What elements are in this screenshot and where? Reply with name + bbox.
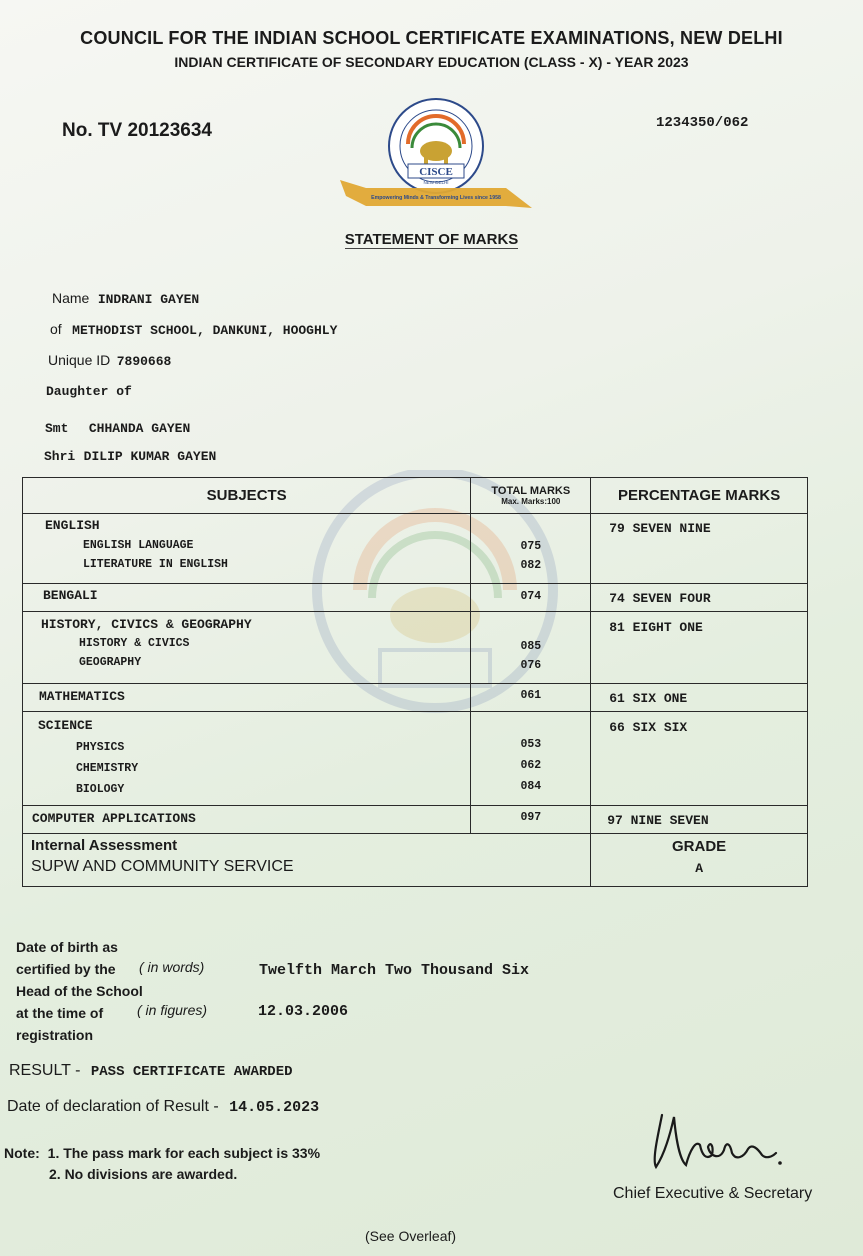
marks-biology: 084 (520, 780, 542, 793)
subject-english-language: ENGLISH LANGUAGE (83, 539, 194, 552)
marks-geography: 076 (520, 659, 542, 672)
mother-label: Smt (45, 421, 69, 436)
father-name: DILIP KUMAR GAYEN (83, 449, 217, 464)
marks-history-civics: 085 (520, 640, 542, 653)
percent-cell (591, 684, 808, 712)
grade-cell (591, 834, 808, 887)
marks-chemistry: 062 (520, 759, 542, 772)
signatory-title: Chief Executive & Secretary (613, 1185, 813, 1202)
table-row (23, 834, 808, 887)
cisce-logo (336, 96, 536, 220)
name-label: Name (52, 290, 90, 306)
percent-mathematics: 61 SIX ONE (609, 691, 688, 706)
percent-bengali: 74 SEVEN FOUR (609, 591, 711, 606)
percent-english: 79 SEVEN NINE (609, 521, 711, 536)
table-row (23, 514, 808, 584)
percent-cell (591, 584, 808, 612)
dob-figures: 12.03.2006 (258, 1003, 349, 1020)
percent-cell (591, 806, 808, 834)
marks-table (22, 477, 808, 887)
subject-cell (23, 514, 471, 584)
subject-cell (23, 712, 471, 806)
subject-biology: BIOLOGY (76, 783, 125, 796)
internal-assessment-label: Internal Assessment (31, 837, 178, 854)
marks-english-language: 075 (520, 540, 542, 553)
see-overleaf: (See Overleaf) (365, 1228, 457, 1244)
marks-computer-applications: 097 (520, 811, 542, 824)
subject-cell (23, 684, 471, 712)
header-percentage-text: PERCENTAGE MARKS (617, 486, 781, 504)
subject-mathematics: MATHEMATICS (39, 689, 125, 704)
table-row (23, 806, 808, 834)
percent-cell (591, 514, 808, 584)
dob-line1: Date of birth as (16, 939, 118, 955)
dob-line2: certified by the (16, 961, 116, 977)
percent-cell (591, 712, 808, 806)
header-subjects-text: SUBJECTS (206, 486, 287, 504)
declaration-date: 14.05.2023 (229, 1099, 320, 1116)
subject-bengali: BENGALI (43, 588, 98, 603)
certificate-number: No. TV 20123634 (62, 120, 212, 141)
note-1: 1. The pass mark for each subject is 33% (47, 1145, 321, 1161)
statement-title (0, 231, 863, 248)
subject-computer-applications: COMPUTER APPLICATIONS (32, 811, 196, 826)
school-label: of (50, 321, 62, 337)
marks-mathematics: 061 (520, 689, 542, 702)
marks-cell (471, 612, 591, 684)
percent-cell (591, 612, 808, 684)
marks-cell (471, 684, 591, 712)
subject-english: ENGLISH (45, 518, 100, 533)
subject-hcg: HISTORY, CIVICS & GEOGRAPHY (41, 617, 252, 632)
uid-row (48, 352, 171, 370)
student-name: INDRANI GAYEN (97, 292, 200, 307)
table-header-row (23, 478, 808, 514)
note-label: Note: (4, 1145, 40, 1161)
grade-value: A (695, 861, 704, 876)
serial-number: 1234350/062 (656, 115, 749, 131)
table-row (23, 612, 808, 684)
unique-id: 7890668 (116, 354, 172, 369)
council-title: COUNCIL FOR THE INDIAN SCHOOL CERTIFICATE EXAMINATIONS, NEW DELHI (80, 28, 783, 48)
supw-label: SUPW AND COMMUNITY SERVICE (31, 858, 294, 875)
subject-english-literature: LITERATURE IN ENGLISH (83, 558, 228, 571)
result-row (9, 1062, 293, 1080)
marks-physics: 053 (520, 738, 542, 751)
percent-hcg: 81 EIGHT ONE (609, 620, 703, 635)
uid-label: Unique ID (48, 352, 111, 368)
marks-cell (471, 514, 591, 584)
signature-image (640, 1105, 790, 1180)
subject-science: SCIENCE (38, 718, 93, 733)
note-2: 2. No divisions are awarded. (49, 1166, 238, 1182)
logo-text: CISCE (419, 166, 453, 178)
header-total-sub: Max. Marks:100 (501, 497, 561, 506)
subject-history-civics: HISTORY & CIVICS (79, 637, 190, 650)
notes-block (4, 1145, 320, 1161)
school-name: METHODIST SCHOOL, DANKUNI, HOOGHLY (72, 323, 338, 338)
percent-computer-applications: 97 NINE SEVEN (607, 813, 709, 828)
table-row (23, 712, 808, 806)
dob-figures-label: ( in figures) (137, 1002, 208, 1018)
school-row (50, 321, 337, 339)
grade-label: GRADE (672, 838, 727, 855)
marks-cell (471, 584, 591, 612)
marks-cell (471, 712, 591, 806)
marks-bengali: 074 (520, 590, 542, 603)
mother-name: CHHANDA GAYEN (88, 421, 191, 436)
table-row (23, 684, 808, 712)
dob-line3: Head of the School (16, 983, 143, 999)
marks-cell (471, 806, 591, 834)
marks-english-literature: 082 (520, 559, 542, 572)
logo-sub: NEW DELHI (423, 180, 449, 185)
logo-ribbon: Empowering Minds & Transforming Lives since 1958 (371, 195, 501, 201)
result-value: PASS CERTIFICATE AWARDED (90, 1064, 293, 1080)
subject-physics: PHYSICS (76, 741, 125, 754)
result-label: RESULT - (9, 1062, 81, 1079)
statement-title-text: STATEMENT OF MARKS (344, 231, 519, 248)
exam-title: INDIAN CERTIFICATE OF SECONDARY EDUCATION (CLASS - X) - YEAR 2023 (174, 54, 689, 70)
dob-words: Twelfth March Two Thousand Six (259, 962, 530, 979)
father-row (44, 447, 216, 465)
subject-chemistry: CHEMISTRY (76, 762, 139, 775)
mother-row (45, 419, 190, 437)
relation: Daughter of (46, 384, 132, 399)
dob-label-block (16, 936, 143, 1046)
subject-geography: GEOGRAPHY (79, 656, 142, 669)
declaration-label: Date of declaration of Result - (7, 1098, 219, 1115)
table-row (23, 584, 808, 612)
header-subjects (23, 478, 471, 514)
declaration-row (7, 1098, 319, 1116)
header-total-text: TOTAL MARKS (491, 485, 571, 497)
subject-cell (23, 584, 471, 612)
subject-cell (23, 612, 471, 684)
father-label: Shri (44, 449, 76, 464)
header-total (471, 478, 591, 514)
header-percentage (591, 478, 808, 514)
dob-line4: at the time of (16, 1005, 104, 1021)
dob-line5: registration (16, 1027, 94, 1043)
subject-cell (23, 806, 471, 834)
dob-words-label: ( in words) (139, 959, 205, 975)
assessment-cell (23, 834, 591, 887)
percent-science: 66 SIX SIX (609, 720, 688, 735)
name-row (52, 290, 199, 308)
